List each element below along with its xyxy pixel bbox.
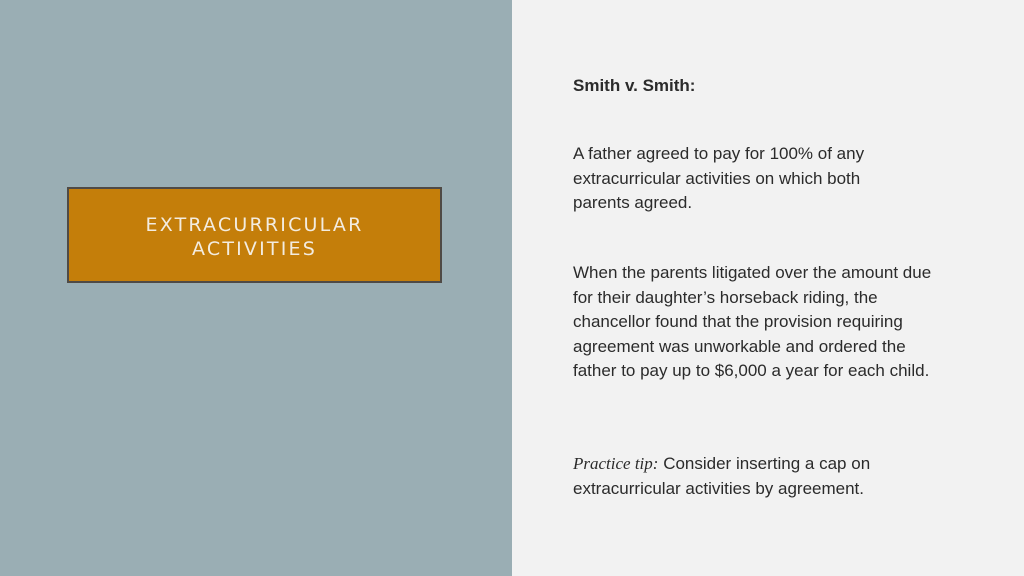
slide-title-line1: EXTRACURRICULAR <box>145 214 364 236</box>
slide-content <box>573 74 973 498</box>
practice-tip-text: Consider inserting a cap on extracurricular activities by agreement. <box>573 454 871 498</box>
case-title: Smith v. Smith: <box>573 76 696 95</box>
slide-title-line2: ACTIVITIES <box>191 238 317 260</box>
paragraph-litigation: When the parents litigated over the amount due for their daughter’s horseback riding, the chancellor found that the provision requiring agreement was unworkable and ordered the father to pay up to $6,000 a year for each child. <box>573 263 932 380</box>
practice-tip <box>573 452 913 501</box>
paragraph-agreement: A father agreed to pay for 100% of any extracurricular activities on which both parents agreed. <box>573 144 865 212</box>
practice-tip-label: Practice tip: <box>573 454 659 473</box>
slide-title-box <box>67 187 442 283</box>
